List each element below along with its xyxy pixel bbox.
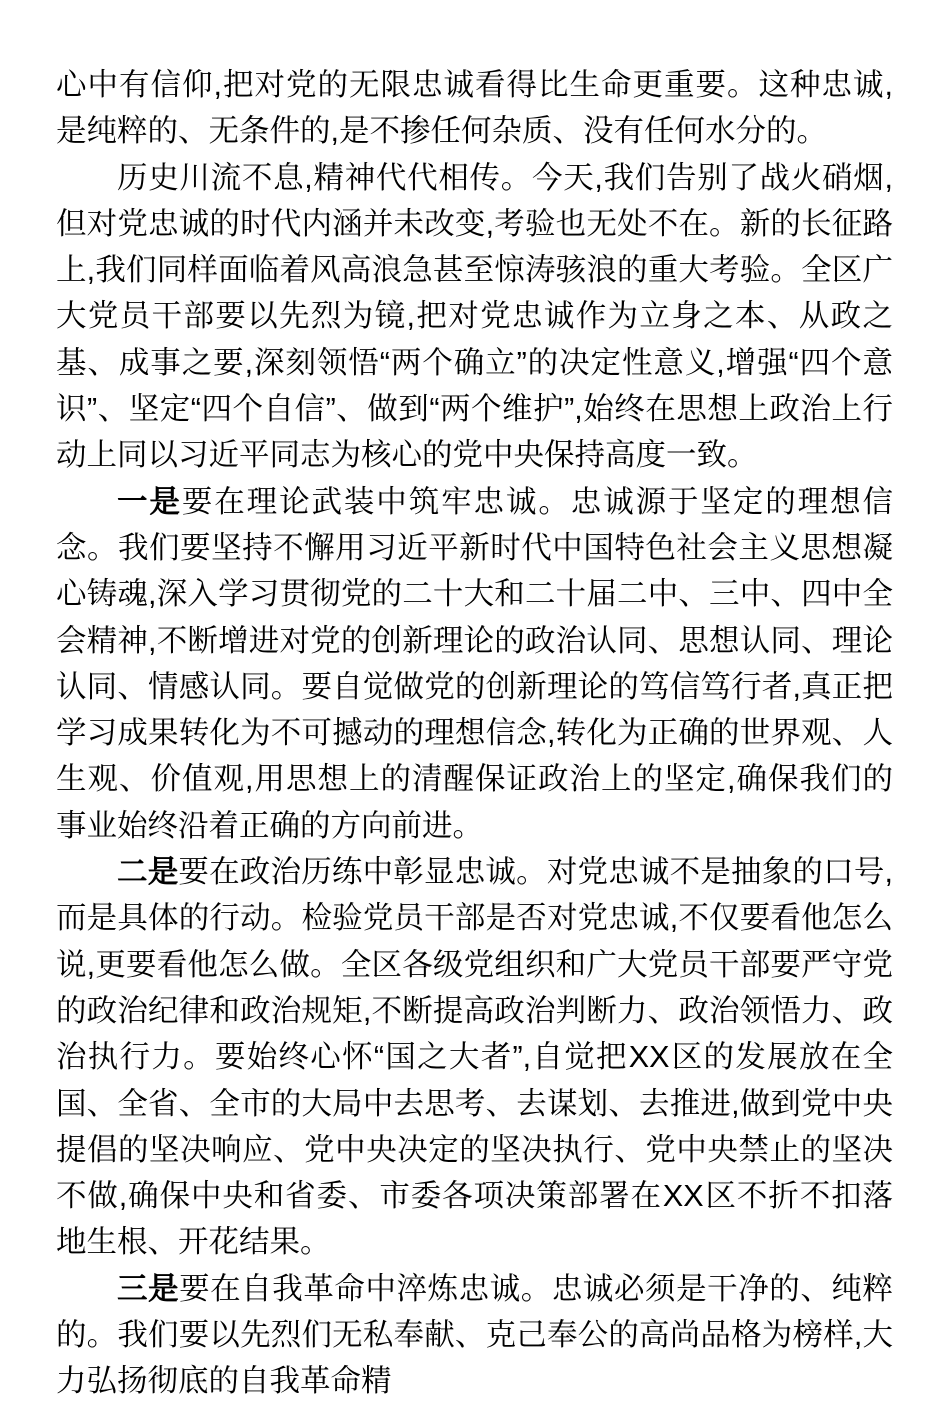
paragraph-4-text-part1: 要在政治历练中彰显忠诚。对党忠诚不是抽象的口号,而是具体的行动。检验党员干部是否对党忠诚,不仅要看他怎么说,更要看他怎么做。全区各级党组织和广大党员干部要严守党的政治纪律和政治规矩,不断提高政治判断力、政治领悟力、政治执行力。要始终心怀“国之大者”,自觉把	[56, 855, 893, 1075]
paragraph-4	[56, 849, 893, 1266]
paragraph-5-lead: 三是	[117, 1271, 180, 1306]
paragraph-4-text-part2: 区的发展放在全国、全省、全市的大局中去思考、去谋划、去推进,做到党中央提倡的坚决响应、党中央决定的坚决执行、党中央禁止的坚决不做,确保中央和省委、市委各项决策部署在	[56, 1040, 893, 1214]
paragraph-3-text: 要在理论武装中筑牢忠诚。忠诚源于坚定的理想信念。我们要坚持不懈用习近平新时代中国特色社会主义思想凝心铸魂,深入学习贯彻党的二十大和二十届二中、三中、四中全会精神,不断增进对党的创新理论的政治认同、思想认同、理论认同、情感认同。要自觉做党的创新理论的笃信笃行者,真正把学习成果转化为不可撼动的理想信念,转化为正确的世界观、人生观、价值观,用思想上的清醒保证政治上的坚定,确保我们的事业始终沿着正确的方向前进。	[56, 484, 894, 843]
paragraph-4-text-part3: 区不折不扣落地生根、开花结果。	[56, 1179, 893, 1260]
paragraph-5	[56, 1266, 893, 1405]
paragraph-1: 心中有信仰,把对党的无限忠诚看得比生命更重要。这种忠诚,是纯粹的、无条件的,是不掺任何杂质、没有任何水分的。	[56, 68, 893, 149]
paragraph-4-placeholder-district-1: XX	[628, 1040, 670, 1075]
paragraph-3-lead: 一是	[117, 484, 182, 519]
document-body	[56, 62, 893, 1405]
paragraph-2: 历史川流不息,精神代代相传。今天,我们告别了战火硝烟,但对党忠诚的时代内涵并未改变,考验也无处不在。新的长征路上,我们同样面临着风高浪急甚至惊涛骇浪的重大考验。全区广大党员干部要以先烈为镜,把对党忠诚作为立身之本、从政之基、成事之要,深刻领悟“两个确立”的决定性意义,增强“四个意识”、坚定“四个自信”、做到“两个维护”,始终在思想上政治上行动上同以习近平同志为核心的党中央保持高度一致。	[56, 160, 893, 473]
paragraph-5-text: 要在自我革命中淬炼忠诚。忠诚必须是干净的、纯粹的。我们要以先烈们无私奉献、克己奉公的高尚品格为榜样,大力弘扬彻底的自我革命精	[56, 1271, 893, 1399]
paragraph-3	[56, 479, 893, 849]
paragraph-4-lead: 二是	[117, 855, 179, 890]
paragraph-4-placeholder-district-2: XX	[662, 1179, 704, 1214]
